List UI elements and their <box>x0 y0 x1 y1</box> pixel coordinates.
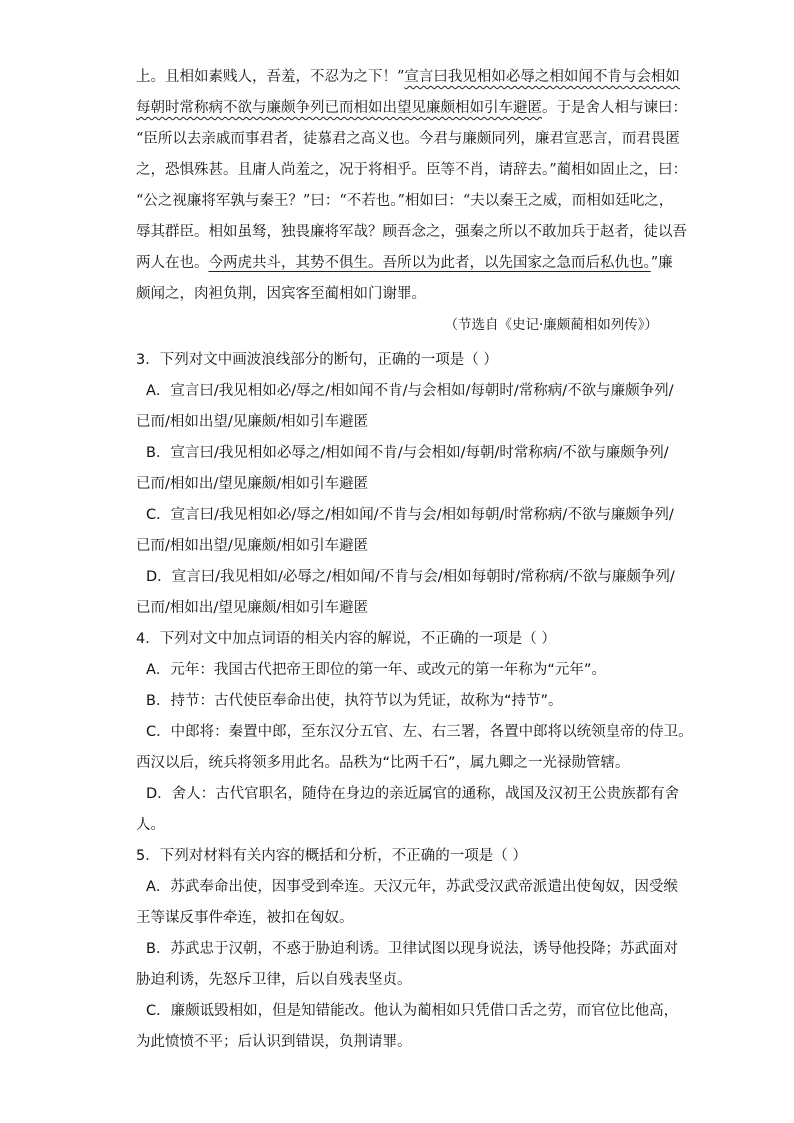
passage-line-8: 颇闻之，肉袒负荆，因宾客至蔺相如门谢罪。 <box>136 286 426 302</box>
passage-line-1 <box>136 67 680 87</box>
passage-line-6: 辱其群臣。相如虽驽，独畏廉将军哉？顾吾念之，强秦之所以不敢加兵于赵者，徒以吾 <box>136 224 687 240</box>
wavy-underlined-text: 每朝时常称病不欲与廉颇争列已而相如出望见廉颇相如引车避匿 <box>136 100 542 116</box>
passage-text: ”廉 <box>650 255 673 271</box>
question-5-stem: 5．下列对材料有关内容的概括和分析，不正确的一项是（ ） <box>136 848 527 864</box>
q3-option-d-line-2: 已而/相如出/望见廉颇/相如引车避匿 <box>136 600 369 616</box>
q4-option-d-line-2: 人。 <box>136 817 165 833</box>
question-4-stem: 4．下列对文中加点词语的相关内容的解说，不正确的一项是（ ） <box>136 631 556 647</box>
wavy-underlined-text: 宣言曰我见相如必辱之相如闻不肯与会相如 <box>404 69 680 85</box>
question-3-stem: 3．下列对文中画波浪线部分的断句，正确的一项是（ ） <box>136 352 498 368</box>
q5-option-b-line-2: 胁迫利诱，先怒斥卫律，后以自残表坚贞。 <box>136 972 412 988</box>
q3-option-a-line-2: 已而/相如出望/见廉颇/相如引车避匿 <box>136 414 369 430</box>
passage-line-3: “臣所以去亲戚而事君者，徒慕君之高义也。今君与廉颇同列，廉君宣恶言，而君畏匿 <box>136 131 680 147</box>
q4-option-d-line-1: D．舍人：古代官职名，随侍在身边的亲近属官的通称，战国及汉初王公贵族都有舍 <box>146 786 680 802</box>
source-citation: （节选自《史记·廉颇蔺相如列传》） <box>444 317 658 333</box>
passage-line-7 <box>136 253 673 273</box>
passage-text: 两人在也。 <box>136 255 209 271</box>
q5-option-a-line-2: 王等谋反事件牵连，被扣在匈奴。 <box>136 910 354 926</box>
passage-line-4: 之，恐惧殊甚。且庸人尚羞之，况于将相乎。臣等不肖，请辞去。”蔺相如固止之，曰： <box>136 162 688 178</box>
q3-option-c-line-1: C．宣言曰/我见相如必/辱之/相如闻/不肯与会/相如每朝/时常称病/不欲与廉颇争列/ <box>146 507 674 523</box>
q4-option-a: A．元年：我国古代把帝王即位的第一年、或改元的第一年称为“元年”。 <box>146 662 606 678</box>
q5-option-b-line-1: B．苏武忠于汉朝，不惑于胁迫利诱。卫律试图以现身说法，诱导他投降；苏武面对 <box>146 941 678 957</box>
q3-option-d-line-1: D．宣言曰/我见相如/必辱之/相如闻/不肯与会/相如每朝时/常称病/不欲与廉颇争列/ <box>146 569 675 585</box>
passage-line-2 <box>136 98 687 118</box>
q4-option-c-line-2: 西汉以后，统兵将领多用此名。品秩为“比两千石”，属九卿之一光禄勋管辖。 <box>136 755 630 771</box>
passage-line-5: “公之视廉将军孰与秦王？”曰：“不若也。”相如曰：“夫以秦王之威，而相如廷叱之， <box>136 193 674 209</box>
q3-option-c-line-2: 已而/相如出望/见廉颇/相如引车避匿 <box>136 538 369 554</box>
underlined-text: 今两虎共斗，其势不俱生。吾所以为此者，以先国家之急而后私仇也。 <box>208 255 651 271</box>
passage-text: 上。且相如素贱人，吾羞，不忍为之下！” <box>136 69 405 85</box>
q5-option-c-line-2: 为此愤愤不平；后认识到错误，负荆请罪。 <box>136 1034 412 1050</box>
q4-option-c-line-1: C．中郎将：秦置中郎，至东汉分五官、左、右三署，各置中郎将以统领皇帝的侍卫。 <box>146 724 693 740</box>
q5-option-a-line-1: A．苏武奉命出使，因事受到牵连。天汉元年，苏武受汉武帝派遣出使匈奴，因受缑 <box>146 879 678 895</box>
q4-option-b: B．持节：古代使臣奉命出使，执符节以为凭证，故称为“持节”。 <box>146 693 563 709</box>
q3-option-a-line-1: A．宣言曰/我见相如必/辱之/相如闻不肯/与会相如/每朝时/常称病/不欲与廉颇争列/ <box>146 383 674 399</box>
q5-option-c-line-1: C．廉颇诋毁相如，但是知错能改。他认为蔺相如只凭借口舌之劳，而官位比他高， <box>146 1003 679 1019</box>
q3-option-b-line-1: B．宣言曰/我见相如必辱之/相如闻不肯/与会相如/每朝/时常称病/不欲与廉颇争列/ <box>146 445 669 461</box>
passage-text: 。于是舍人相与谏曰： <box>542 100 687 116</box>
q3-option-b-line-2: 已而/相如出/望见廉颇/相如引车避匿 <box>136 476 369 492</box>
